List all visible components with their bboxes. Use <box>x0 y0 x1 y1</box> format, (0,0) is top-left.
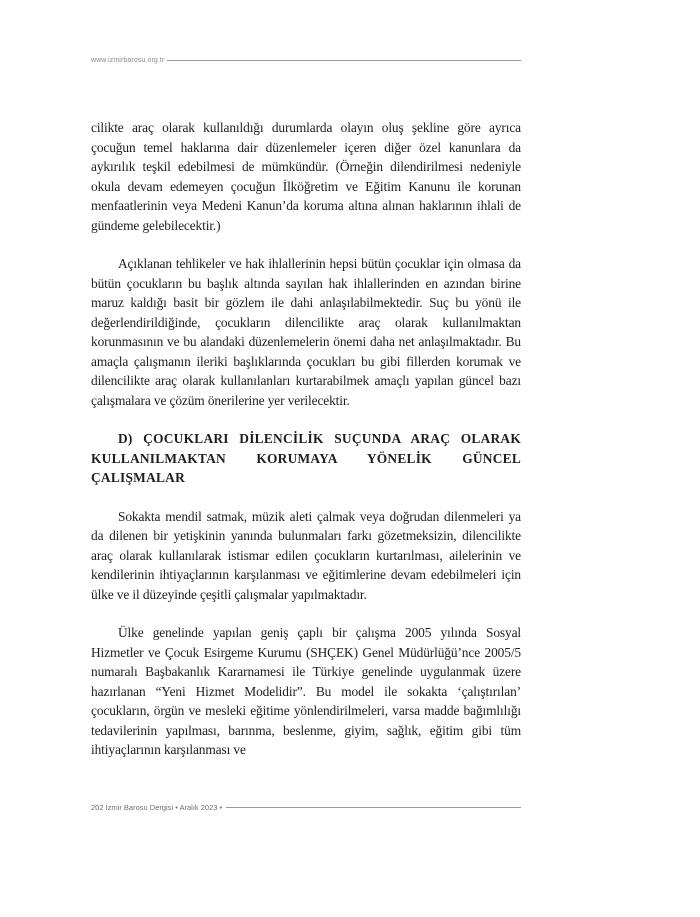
running-footer <box>91 801 521 813</box>
paragraph-gap <box>91 604 521 623</box>
footer-page-info: 202 İzmir Barosu Dergisi • Aralık 2023 • <box>91 802 223 812</box>
paragraph: Ülke genelinde yapılan geniş çaplı bir çalışma 2005 yılında Sosyal Hizmetler ve Çocuk Esirgeme Kurumu (SHÇEK) Genel Müdürlüğü’nce 2005/5 numaralı Başbakanlık Kararnamesi ile Türkiye genelinde uygulanmak üzere hazırlanan “Yeni Hizmet Modelidir”. Bu model ile sokakta ‘çalıştırılan’ çocukların, örgün ve mesleki eğitime yönlendirilmeleri, varsa madde bağımlılığı tedavilerinin yapılması, barınma, beslenme, giyim, sağlık, eğitim gibi tüm ihtiyaçlarının karşılanması ve <box>91 625 521 757</box>
header-rule <box>167 60 521 61</box>
footer-rule <box>226 807 521 808</box>
paragraph-gap <box>91 235 521 254</box>
body-text <box>91 118 521 760</box>
running-header <box>91 54 521 66</box>
section-heading: D) ÇOCUKLARI DİLENCİLİK SUÇUNDA ARAÇ OLARAK KULLANILMAKTAN KORUMAYA YÖNELİK GÜNCEL ÇALIŞMALAR <box>91 431 521 485</box>
paragraph-continuation: cilikte araç olarak kullanıldığı durumlarda olayın oluş şekline göre ayrıca çocuğun temel haklarına dair düzenlemeler içeren diğer özel kanunlara da aykırılık teşkil edebilmesi de mümkündür. (Örneğin dilendirilmesi nedeniyle okula devam edemeyen çocuğun İlköğretim ve Eğitim Kanunu ile korunan menfaatlerinin veya Medeni Kanun’da koruma altına alınan haklarının ihlali de gündeme gelebilecektir.) <box>91 120 521 233</box>
paragraph: Açıklanan tehlikeler ve hak ihlallerinin hepsi bütün çocuklar için olmasa da bütün çocukların bu başlık altında sayılan hak ihlallerinden en azından birine maruz kaldığı basit bir gözlem ile dahi anlaşılabilmektedir. Suç bu yönü ile değerlendirildiğinde, çocukların dilencilikte araç olarak kullanılmaktan korunmasının ve bu alandaki düzenlemelerin önemi daha net anlaşılmaktadır. Bu amaçla çalışmanın ileriki başlıklarında çocukları bu gibi fillerden korumak ve dilencilikte araç olarak kullanılanları kurtarabilmek amaçlı yapılan güncel bazı çalışmalara ve çözüm önerilerine yer verilecektir. <box>91 256 521 408</box>
paragraph-gap <box>91 488 521 507</box>
paragraph: Sokakta mendil satmak, müzik aleti çalmak veya doğrudan dilenmeleri ya da dilenen bir yetişkinin yanında bulunmaları farkı gözetmeksizin, dilencilikte araç olarak kullanılarak istismar edilen çocukların kurtarılması, ailelerinin ve kendilerinin ihtiyaçlarının karşılanması ve eğitimlerine devam edebilmeleri için ülke ve il düzeyinde çeşitli çalışmalar yapılmaktadır. <box>91 508 521 602</box>
paragraph-gap <box>91 410 521 429</box>
header-url: www.izmirbarosu.org.tr <box>91 56 165 64</box>
